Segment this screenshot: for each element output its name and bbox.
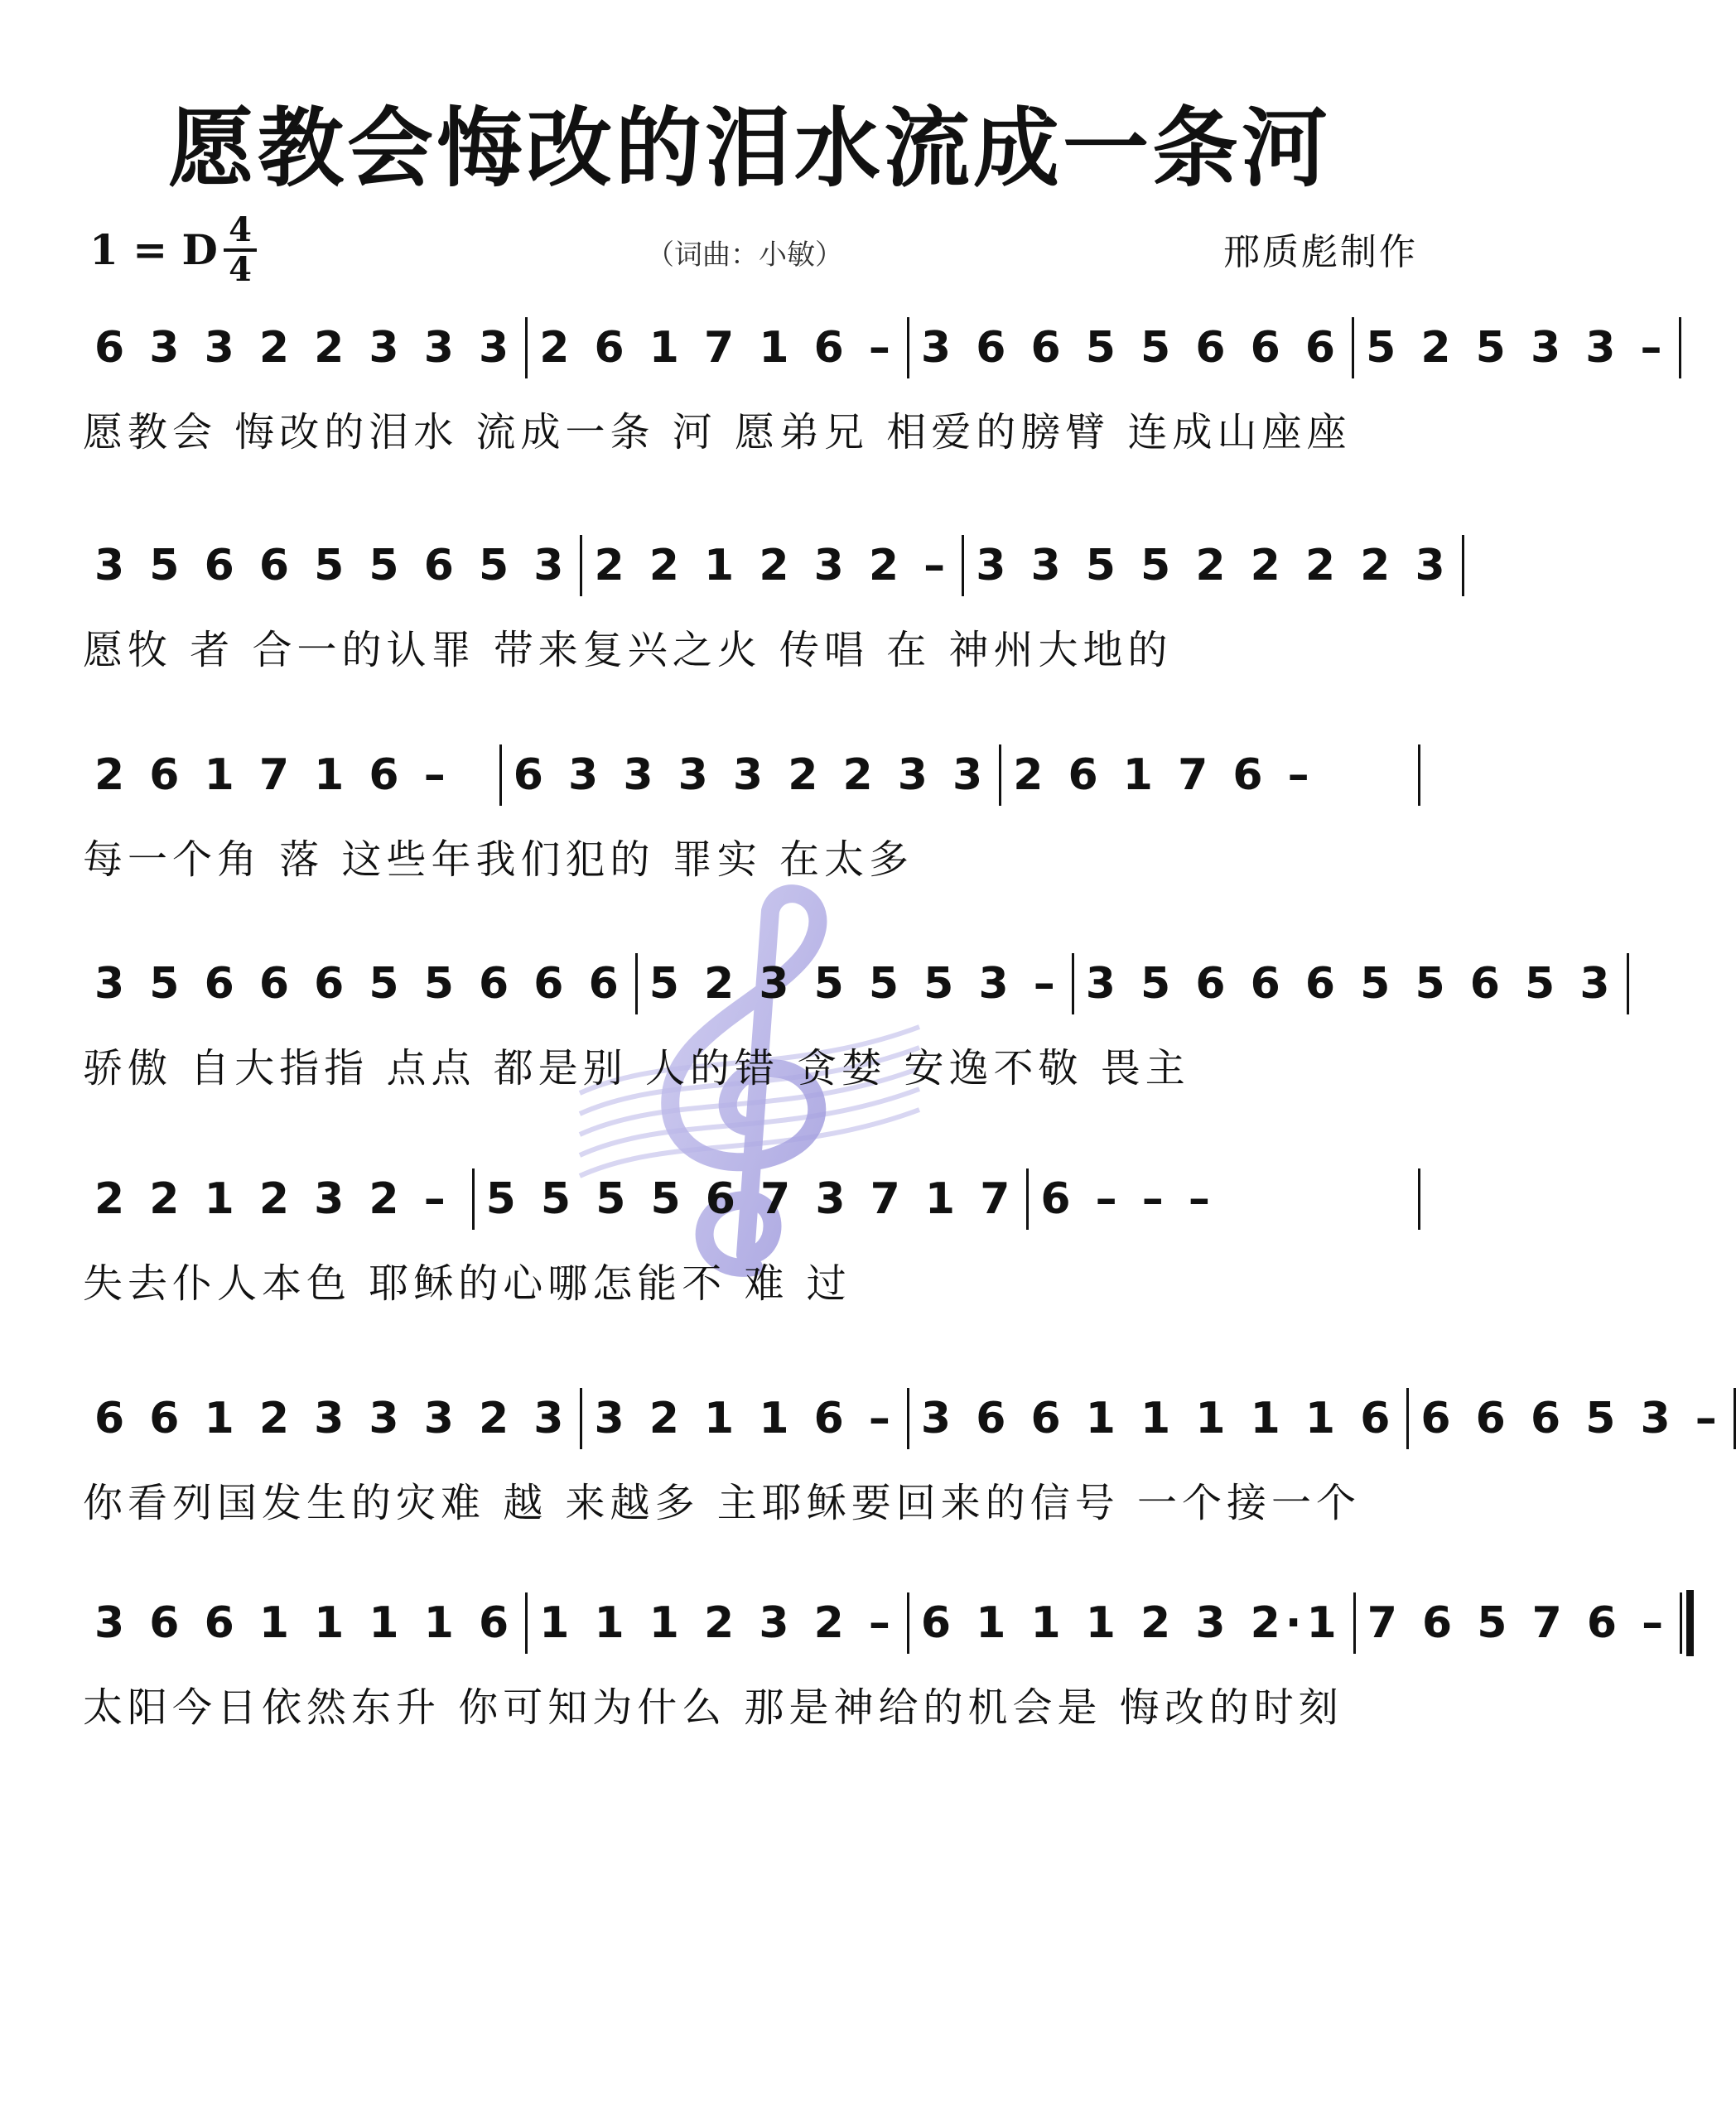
notes-row xyxy=(83,1578,1669,1669)
measure xyxy=(83,520,580,611)
lyric-line: 你看列国发生的灾难 越 来越多 主耶稣要回来的信号 一个接一个 xyxy=(83,1480,1362,1526)
barline xyxy=(1418,744,1420,806)
measure xyxy=(582,520,962,611)
measure xyxy=(475,1154,1027,1245)
notes-row xyxy=(83,520,1450,611)
measure xyxy=(1074,938,1627,1029)
notes: 3 6 6 5 5 6 6 6 xyxy=(920,323,1341,373)
time-signature-top: 4 xyxy=(229,210,252,249)
notes-row xyxy=(83,302,1667,393)
measure xyxy=(1409,1373,1733,1464)
notes: 5 2 5 3 3 – xyxy=(1366,323,1667,373)
score-line-5 xyxy=(83,1154,1420,1319)
notes: 6 1 1 1 2 3 2·1 xyxy=(920,1598,1342,1648)
score-line-3 xyxy=(83,730,1420,895)
measure xyxy=(528,1578,907,1669)
measure xyxy=(83,1578,525,1669)
barline xyxy=(1418,1168,1420,1230)
final-barline xyxy=(1680,1592,1682,1654)
lyric-line: 失去仆人本色 耶稣的心哪怎能不 难 过 xyxy=(83,1260,851,1307)
notes: 2 6 1 7 1 6 – xyxy=(94,750,451,800)
measure xyxy=(83,1373,580,1464)
notes-row xyxy=(83,1154,1420,1245)
notes-row xyxy=(83,730,1420,821)
notes: 6 6 6 5 3 – xyxy=(1420,1394,1722,1443)
notes: 2 6 1 7 6 – xyxy=(1013,750,1314,800)
notes-row xyxy=(83,938,1615,1029)
time-signature xyxy=(224,210,257,289)
notes: 3 3 5 5 2 2 2 2 3 xyxy=(976,541,1450,590)
time-signature-bottom: 4 xyxy=(229,250,252,289)
measure xyxy=(83,302,525,393)
notes: 2 2 1 2 3 2 – xyxy=(594,541,951,590)
barline xyxy=(1734,1388,1736,1449)
maker-text: 邢质彪制作 xyxy=(1223,231,1418,273)
notes: 5 2 3 5 5 5 3 – xyxy=(649,959,1060,1009)
barline xyxy=(1462,535,1464,596)
score-line-7 xyxy=(83,1578,1669,1743)
measure xyxy=(909,1578,1353,1669)
measure xyxy=(1029,1154,1418,1245)
measure xyxy=(1356,1578,1680,1669)
measure xyxy=(1354,302,1678,393)
measure xyxy=(83,938,635,1029)
notes: 6 3 3 2 2 3 3 3 xyxy=(94,323,514,373)
notes: 5 5 5 5 6 7 3 7 1 7 xyxy=(485,1174,1015,1224)
lyric-line: 愿牧 者 合一的认罪 带来复兴之火 传唱 在 神州大地的 xyxy=(83,627,1173,673)
measure xyxy=(1001,730,1418,821)
score-line-1 xyxy=(83,302,1667,468)
notes: 1 1 1 2 3 2 – xyxy=(539,1598,895,1648)
notes: 3 6 6 1 1 1 1 1 6 xyxy=(920,1394,1396,1443)
score-line-6 xyxy=(83,1373,1722,1539)
measure xyxy=(638,938,1072,1029)
measure xyxy=(909,1373,1406,1464)
score-line-4 xyxy=(83,938,1615,1104)
notes: 3 5 6 6 6 5 5 6 5 3 xyxy=(1085,959,1615,1009)
lyric-line: 每一个角 落 这些年我们犯的 罪实 在太多 xyxy=(83,836,914,883)
notes: 3 2 1 1 6 – xyxy=(594,1394,895,1443)
barline xyxy=(1627,953,1629,1014)
notes: 3 6 6 1 1 1 1 6 xyxy=(94,1598,514,1648)
score-line-2 xyxy=(83,520,1450,686)
notes: 3 5 6 6 6 5 5 6 6 6 xyxy=(94,959,624,1009)
notes: 3 5 6 6 5 5 6 5 3 xyxy=(94,541,569,590)
notes: 2 2 1 2 3 2 – xyxy=(94,1174,451,1224)
lyric-line: 骄傲 自大指指 点点 都是别 人的错 贪婪 安逸不敬 畏主 xyxy=(83,1045,1190,1091)
song-title: 愿教会悔改的泪水流成一条河 xyxy=(167,97,1331,199)
measure xyxy=(964,520,1461,611)
measure xyxy=(582,1373,906,1464)
notes: 2 6 1 7 1 6 – xyxy=(539,323,895,373)
measure xyxy=(83,730,499,821)
notes: 6 6 1 2 3 3 3 2 3 xyxy=(94,1394,569,1443)
notes-row xyxy=(83,1373,1722,1464)
measure xyxy=(909,302,1352,393)
notes: 6 – – – xyxy=(1040,1174,1215,1224)
notes: 7 6 5 7 6 – xyxy=(1367,1598,1669,1648)
credit-text: （词曲：小敏） xyxy=(646,238,843,272)
lyric-line: 太阳今日依然东升 你可知为什么 那是神给的机会是 悔改的时刻 xyxy=(83,1684,1343,1731)
barline xyxy=(1679,317,1681,378)
measure xyxy=(83,1154,472,1245)
lyric-line: 愿教会 悔改的泪水 流成一条 河 愿弟兄 相爱的膀臂 连成山座座 xyxy=(83,409,1352,455)
measure xyxy=(528,302,907,393)
measure xyxy=(502,730,999,821)
key-signature: 1 = D xyxy=(89,225,218,274)
notes: 6 3 3 3 3 2 2 3 3 xyxy=(513,750,988,800)
